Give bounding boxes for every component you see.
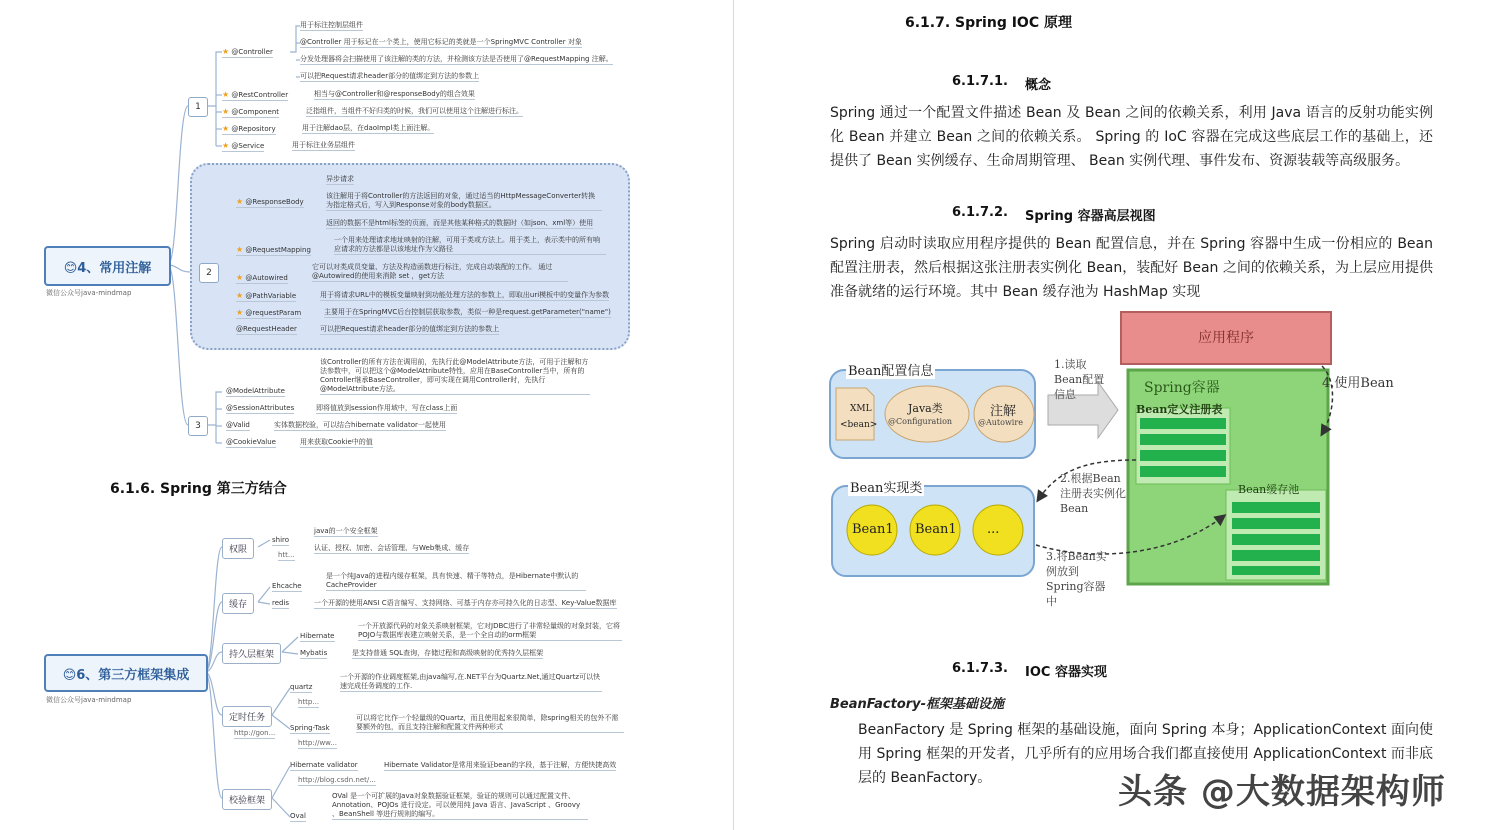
subsection-6171-number: 6.1.7.1.	[952, 74, 1008, 89]
tool-ehcache: Ehcache	[272, 582, 302, 590]
mindmap2-central-topic: 😊6、第三方框架集成	[44, 654, 208, 692]
group-3-number: 3	[188, 416, 208, 436]
bean-impl-label: Bean实现类	[848, 477, 924, 496]
mindmap2-caption: 微信公众号java-mindmap	[46, 696, 132, 704]
step3-label: 3.将Bean实例放到Spring容器中	[1046, 550, 1107, 608]
link: http...	[298, 698, 320, 706]
note: 异步请求	[326, 175, 354, 183]
xml-label: XML	[850, 404, 872, 414]
section-heading-617: 6.1.7. Spring IOC 原理	[905, 15, 1072, 31]
step2-label: 2.根据Bean注册表实例化Bean	[1060, 472, 1126, 515]
note: @Controller 用于标记在一个类上，使用它标记的类就是一个SpringMVC Controller 对象	[300, 38, 582, 46]
note: 该注解用于将Controller的方法返回的对象，通过适当的HttpMessageConverter转换为指定格式后，写入到Response对象的body数据区。	[326, 192, 602, 211]
group-1-number: 1	[188, 97, 208, 117]
tool-redis: redis	[272, 599, 290, 607]
subsection-6173-title: IOC 容器实现	[1025, 665, 1107, 680]
subsection-6173-number: 6.1.7.3.	[952, 661, 1008, 676]
note: java的一个安全框架	[314, 527, 378, 535]
note: 相当与@Controller和@responseBody的组合效果	[314, 90, 475, 98]
step4-label: 4.使用Bean	[1322, 376, 1394, 391]
annotation-service: ★ @Service	[222, 141, 265, 150]
tool-quartz: quartz	[290, 683, 313, 691]
subsection-6172-number: 6.1.7.2.	[952, 205, 1008, 220]
tool-oval: Oval	[290, 812, 306, 820]
annotation-autowired: ★ @Autowired	[236, 273, 288, 282]
subsection-6171-title: 概念	[1025, 78, 1052, 93]
bean-registry-label: Bean定义注册表	[1136, 403, 1223, 416]
application-box-label: 应用程序	[1198, 330, 1254, 346]
tool-hibernate-validator: Hibernate validator	[290, 761, 358, 769]
note: Hibernate Validator是常用来验证bean的字段，基于注解，方便快捷高效	[384, 761, 617, 769]
note: 用来获取Cookie中的值	[300, 438, 373, 446]
note: 即将值放到session作用域中，写在class上面	[316, 404, 458, 412]
beanfactory-heading: BeanFactory-框架基础设施	[830, 697, 1005, 712]
paragraph-container-view: Spring 启动时读取应用程序提供的 Bean 配置信息，并在 Spring 容器中生成一份相应的 Bean 配置注册表，然后根据这张注册表实例化 Bean，装配好 Bean 之间的依赖关系，为上层应用提供准备就绪的运行环境。其中 Bean 缓存池为 HashMap 实现	[830, 236, 1433, 300]
annotation-pathvariable: ★ @PathVariable	[236, 291, 297, 300]
annotation-requestheader: @RequestHeader	[236, 325, 297, 333]
note: 它可以对类成员变量、方法及构造函数进行标注，完成自动装配的工作。 通过 @Autowired的使用来消除 set ，get方法	[312, 263, 568, 282]
annotation-requestparam: ★ @requestParam	[236, 308, 302, 317]
note: 用于将请求URL中的模板变量映射到功能处理方法的参数上，即取出uri模板中的变量作为参数	[320, 291, 610, 299]
annotation-responsebody: ★ @ResponseBody	[236, 197, 304, 206]
tool-shiro: shiro	[272, 536, 290, 544]
page-divider	[733, 0, 734, 830]
category-cache: 缓存	[222, 593, 254, 614]
annotation-restcontroller: ★ @RestController	[222, 90, 289, 99]
note: 分发处理器将会扫描使用了该注解的类的方法，并检测该方法是否使用了@RequestMapping 注解。	[300, 55, 613, 63]
link: http://ww...	[298, 739, 337, 747]
link: htt...	[278, 551, 295, 559]
annotation-cookievalue: @CookieValue	[226, 438, 276, 446]
tool-spring-task: Spring-Task	[290, 724, 330, 732]
star-icon: ★	[236, 291, 244, 300]
subsection-6172-title: Spring 容器高层视图	[1025, 209, 1156, 224]
note: 一个开源的使用ANSI C语言编写、支持网络、可基于内存亦可持久化的日志型、Key-Value数据库	[314, 599, 617, 607]
paragraph-ioc-impl: BeanFactory 是 Spring 框架的基础设施，面向 Spring 本身；ApplicationContext 面向使用 Spring 框架的开发者，几乎所有的应用场合我们都直接使用 ApplicationContext 而非底层的 BeanFactory。	[858, 722, 1433, 786]
note: 认证、授权、加密、会话管理、与Web集成、缓存	[314, 544, 470, 552]
bean1-second: Bean1	[915, 522, 957, 537]
note: 是支持普通 SQL查询，存储过程和高级映射的优秀持久层框架	[352, 649, 544, 657]
note: 实体数据校验，可以结合hibernate validator一起使用	[274, 421, 446, 429]
annotation-sub-label: @Autowire	[978, 418, 1023, 427]
section-heading-616: 6.1.6. Spring 第三方结合	[110, 481, 287, 497]
star-icon: ★	[222, 90, 230, 99]
note: 可以把Request请求header部分的值绑定到方法的参数上	[320, 325, 500, 333]
note: 一个开放源代码的对象关系映射框架，它对JDBC进行了非常轻量级的对象封装，它将POJO与数据库表建立映射关系，是一个全自动的orm框架	[358, 622, 621, 639]
note: 主要用于在SpringMVC后台控制层获取参数，类似一种是request.getParameter("name")	[324, 308, 611, 316]
spring-container-label: Spring容器	[1144, 380, 1220, 396]
star-icon: ★	[236, 197, 244, 206]
java-class-label: Java类	[908, 402, 943, 415]
java-class-sub-label: @Configuration	[888, 417, 953, 426]
annotation-label: 注解	[990, 404, 1017, 419]
bean-more: ...	[987, 522, 1000, 537]
category-permission: 权限	[222, 538, 254, 559]
tool-mybatis: Mybatis	[300, 649, 328, 657]
annotation-sessionattributes: @SessionAttributes	[226, 404, 295, 412]
category-persistence: 持久层框架	[222, 643, 281, 664]
annotation-modelattribute: @ModelAttribute	[226, 387, 285, 395]
bean-cache-label: Bean缓存池	[1238, 483, 1300, 496]
paragraph-concept: Spring 通过一个配置文件描述 Bean 及 Bean 之间的依赖关系，利用 Java 语言的反射功能实例化 Bean 并建立 Bean 之间的依赖关系。 Spring 的 IoC 容器在完成这些底层工作的基础上，还提供了 Bean 实例缓存、生命周期管理、 Bean 实例代理、事件发布、资源装载等高级服务。	[830, 105, 1433, 169]
link: http://blog.csdn.net/...	[298, 776, 376, 784]
note: 返回的数据不是html标签的页面，而是其他某种格式的数据时（如json、xml等）使用	[326, 219, 594, 227]
note: 用于标注业务层组件	[292, 141, 355, 149]
note: 用于标注控制层组件	[300, 21, 363, 29]
star-icon: ★	[236, 273, 244, 282]
mindmap1-central-topic: 😊4、常用注解	[44, 246, 171, 286]
star-icon: ★	[222, 124, 230, 133]
mindmap1-caption: 微信公众号java-mindmap	[46, 289, 132, 297]
star-icon: ★	[222, 47, 230, 56]
step1-label: 1.读取Bean配置信息	[1054, 358, 1105, 401]
group-2-number: 2	[199, 263, 219, 283]
note: 该Controller的所有方法在调用前，先执行此@ModelAttribute方法，可用于注解和方法参数中，可以把这个@ModelAttribute特性，应用在BaseController当中，所有的Controller继承BaseController，即可实现在调用Controller时，先执行@ModelAttribute方法。	[320, 358, 589, 393]
category-scheduling: 定时任务	[222, 706, 272, 727]
star-icon: ★	[222, 107, 230, 116]
annotation-component: ★ @Component	[222, 107, 280, 116]
note: 泛指组件，当组件不好归类的时候，我们可以使用这个注解进行标注。	[306, 107, 523, 115]
star-icon: ★	[222, 141, 230, 150]
bean-config-label: Bean配置信息	[846, 360, 935, 379]
xml-sub-label: <bean>	[840, 420, 878, 430]
annotation-requestmapping: ★ @RequestMapping	[236, 245, 311, 254]
star-icon: ★	[236, 308, 244, 317]
annotation-valid: @Valid	[226, 421, 250, 429]
annotation-repository: ★ @Repository	[222, 124, 276, 133]
note: 可以把Request请求header部分的值绑定到方法的参数上	[300, 72, 480, 80]
note: 一个开源的作业调度框架,由java编写,在.NET平台为Quartz.Net,通过Quartz可以快速完成任务调度的工作.	[340, 673, 601, 690]
note: 一个用来处理请求地址映射的注解，可用于类或方法上。用于类上，表示类中的所有响应请求的方法都是以该地址作为父路径	[334, 236, 606, 255]
star-icon: ★	[236, 245, 244, 254]
link: http://gon...	[234, 729, 276, 737]
category-validation: 校验框架	[222, 789, 272, 810]
tool-hibernate: Hibernate	[300, 632, 335, 640]
note: 可以将它比作一个轻量级的Quartz，而且使用起来很简单，除spring相关的包外不需要额外的包，而且支持注解和配置文件两种形式	[356, 714, 624, 733]
note: 用于注解dao层，在daoImpl类上面注解。	[302, 124, 435, 132]
note: 是一个纯Java的进程内缓存框架，具有快速、精干等特点，是Hibernate中默认的CacheProvider	[326, 572, 586, 591]
note: OVal 是一个可扩展的Java对象数据验证框架，验证的规则可以通过配置文件、Annotation、POJOs 进行设定。可以使用纯 Java 语言、JavaScript 、Groovy 、BeanShell 等进行规则的编写。	[332, 792, 588, 820]
annotation-controller: ★ @Controller	[222, 47, 273, 56]
diagram-shapes	[826, 310, 1416, 610]
watermark: 头条 @大数据架构师	[1118, 772, 1446, 812]
bean1-first: Bean1	[852, 522, 894, 537]
